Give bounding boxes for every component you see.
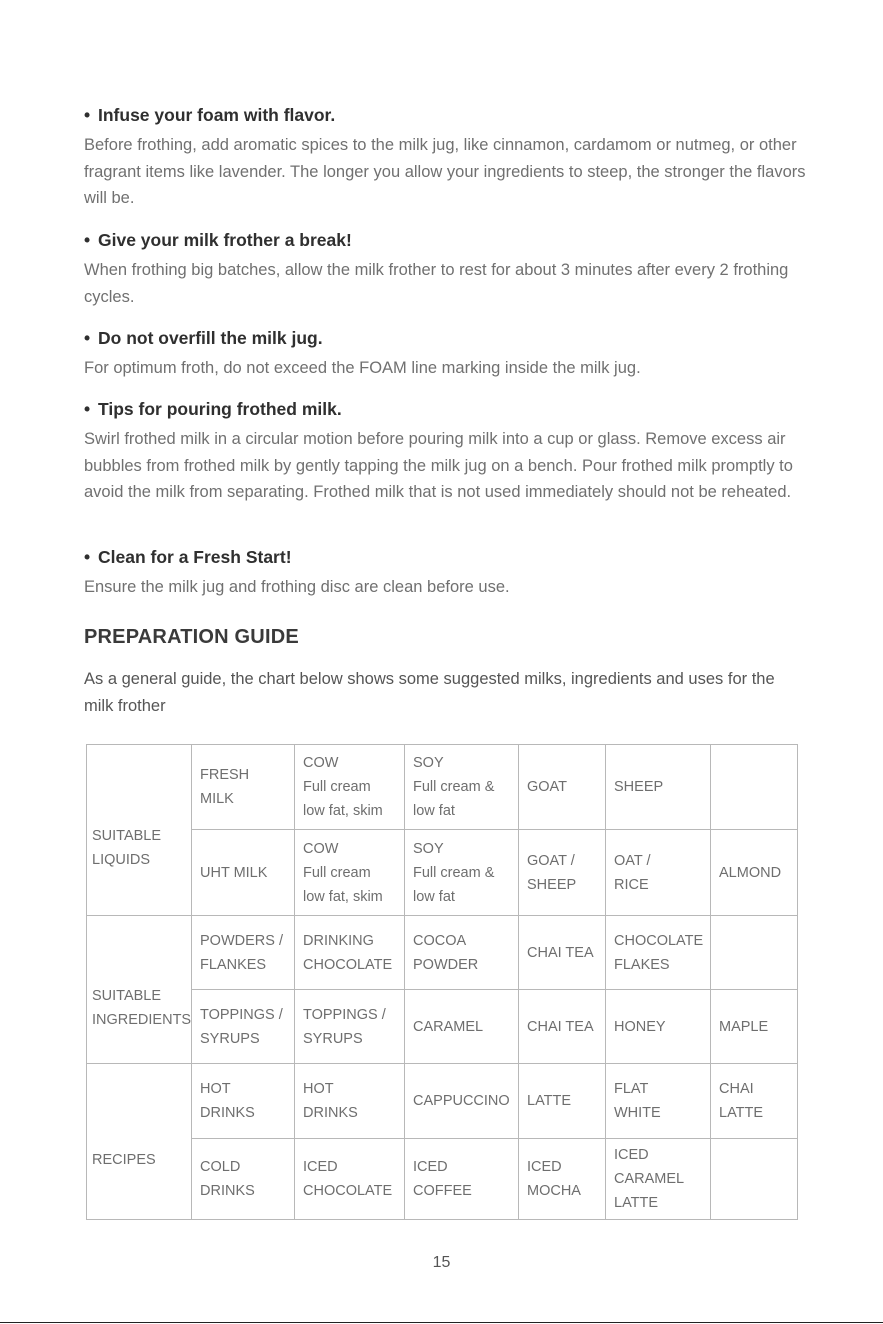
tip-overfill <box>84 327 814 382</box>
table-cell: CHAI TEA <box>519 990 606 1064</box>
table-row <box>87 830 798 916</box>
tip-body: When frothing big batches, allow the milk frother to rest for about 3 minutes after every 2 frothing cycles. <box>84 261 789 306</box>
table-cell: MAPLE <box>711 990 798 1064</box>
table-cell: CARAMEL <box>405 990 519 1064</box>
table-cell: GOAT / SHEEP <box>519 830 606 916</box>
table-row <box>87 916 798 990</box>
tip-title-text: Infuse your foam with flavor. <box>98 105 336 125</box>
tip-title <box>84 104 814 126</box>
table-cell <box>711 1139 798 1220</box>
category-cell: RECIPES <box>87 1064 192 1220</box>
table-row <box>87 990 798 1064</box>
tip-title <box>84 398 814 420</box>
bullet: • <box>84 547 91 567</box>
table-cell: HOT DRINKS <box>295 1064 405 1139</box>
bullet: • <box>84 328 91 348</box>
table-cell: ICED CARAMEL LATTE <box>606 1139 711 1220</box>
table-cell: ICED COFFEE <box>405 1139 519 1220</box>
tip-flavor <box>84 104 814 212</box>
table-cell: CHAI TEA <box>519 916 606 990</box>
category-cell: SUITABLE INGREDIENTS <box>87 916 192 1064</box>
table-cell: COW Full cream low fat, skim <box>295 745 405 830</box>
table-cell: SOY Full cream & low fat <box>405 745 519 830</box>
table-cell: HONEY <box>606 990 711 1064</box>
bullet: • <box>84 105 91 125</box>
table-cell: COLD DRINKS <box>192 1139 295 1220</box>
table-cell <box>711 916 798 990</box>
table-cell: TOPPINGS / SYRUPS <box>295 990 405 1064</box>
section-intro: As a general guide, the chart below shows some suggested milks, ingredients and uses for the milk frother <box>84 670 775 715</box>
table-cell: FRESH MILK <box>192 745 295 830</box>
tip-body: Swirl frothed milk in a circular motion before pouring milk into a cup or glass. Remove excess air bubbles from frothed milk by gently tapping the milk jug on a bench. Pour frothed milk promptly to avoid the milk from separating. Frothed milk that is not used immediately should not be reheated. <box>84 430 793 501</box>
bullet: • <box>84 230 91 250</box>
table-cell: ALMOND <box>711 830 798 916</box>
table-cell: UHT MILK <box>192 830 295 916</box>
table-cell: CAPPUCCINO <box>405 1064 519 1139</box>
tip-clean <box>84 546 814 601</box>
tip-title-text: Clean for a Fresh Start! <box>98 547 292 567</box>
table-cell: CHOCOLATE FLAKES <box>606 916 711 990</box>
section-title: PREPARATION GUIDE <box>84 626 299 648</box>
table-cell: LATTE <box>519 1064 606 1139</box>
table-cell: COW Full cream low fat, skim <box>295 830 405 916</box>
bullet: • <box>84 399 91 419</box>
table-cell: SOY Full cream & low fat <box>405 830 519 916</box>
table-cell: ICED CHOCOLATE <box>295 1139 405 1220</box>
table-cell: DRINKING CHOCOLATE <box>295 916 405 990</box>
tip-body: For optimum froth, do not exceed the FOAM line marking inside the milk jug. <box>84 359 641 377</box>
table-cell: OAT / RICE <box>606 830 711 916</box>
table-row <box>87 1139 798 1220</box>
table-cell: GOAT <box>519 745 606 830</box>
table-cell <box>711 745 798 830</box>
preparation-guide-table <box>86 744 798 1220</box>
tip-title <box>84 327 814 349</box>
table-cell: SHEEP <box>606 745 711 830</box>
table-cell: TOPPINGS / SYRUPS <box>192 990 295 1064</box>
table-cell: COCOA POWDER <box>405 916 519 990</box>
category-cell: SUITABLE LIQUIDS <box>87 745 192 916</box>
table-row <box>87 745 798 830</box>
tip-title-text: Tips for pouring frothed milk. <box>98 399 342 419</box>
table-cell: FLAT WHITE <box>606 1064 711 1139</box>
tip-title-text: Give your milk frother a break! <box>98 230 352 250</box>
tip-title <box>84 229 814 251</box>
table-row <box>87 1064 798 1139</box>
table-cell: HOT DRINKS <box>192 1064 295 1139</box>
page-number: 15 <box>432 1254 451 1271</box>
table-body <box>87 745 798 1220</box>
tip-break <box>84 229 814 310</box>
tip-body: Before frothing, add aromatic spices to the milk jug, like cinnamon, cardamom or nutmeg, or other fragrant items like lavender. The longer you allow your ingredients to steep, the stronger the flavors will be. <box>84 136 806 207</box>
tip-title <box>84 546 814 568</box>
tip-body: Ensure the milk jug and frothing disc are clean before use. <box>84 578 510 596</box>
bottom-rule <box>0 1322 883 1323</box>
table-cell: ICED MOCHA <box>519 1139 606 1220</box>
table-cell: POWDERS / FLANKES <box>192 916 295 990</box>
table-cell: CHAI LATTE <box>711 1064 798 1139</box>
tip-title-text: Do not overfill the milk jug. <box>98 328 323 348</box>
tip-pouring <box>84 398 814 506</box>
